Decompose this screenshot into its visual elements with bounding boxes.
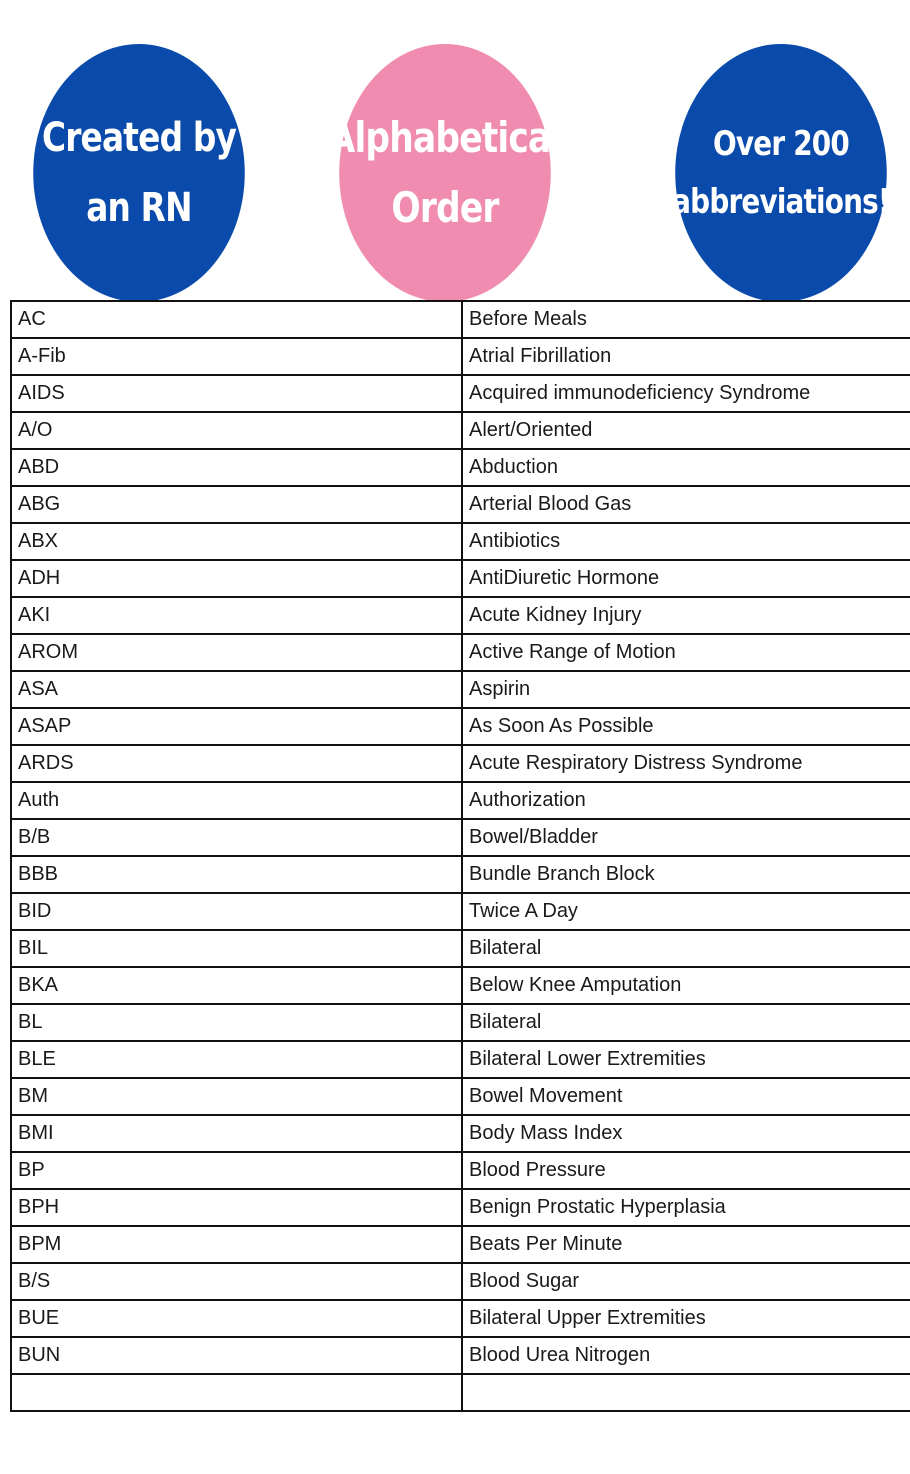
abbreviation-cell: AKI [11, 597, 462, 634]
abbreviation-cell: BMI [11, 1115, 462, 1152]
table-row [11, 745, 910, 782]
badge-line: Created by [41, 115, 237, 161]
abbreviation-cell: AC [11, 301, 462, 338]
meaning-cell: Atrial Fibrillation [462, 338, 910, 375]
badge-line: an RN [86, 185, 192, 231]
abbreviation-cell: BPM [11, 1226, 462, 1263]
meaning-cell: AntiDiuretic Hormone [462, 560, 910, 597]
abbreviation-cell: BP [11, 1152, 462, 1189]
meaning-cell: Bilateral [462, 930, 910, 967]
abbreviation-cell: BL [11, 1004, 462, 1041]
badge-line: Alphabetical [328, 113, 562, 162]
meaning-cell: Bilateral Lower Extremities [462, 1041, 910, 1078]
badge-created-by-rn [33, 44, 245, 302]
abbreviations-table [10, 300, 909, 1412]
abbreviation-cell: A-Fib [11, 338, 462, 375]
meaning-cell: Active Range of Motion [462, 634, 910, 671]
abbreviation-cell: BIL [11, 930, 462, 967]
table-row [11, 930, 910, 967]
meaning-cell: Twice A Day [462, 893, 910, 930]
table-row [11, 560, 910, 597]
meaning-cell: Antibiotics [462, 523, 910, 560]
table-row-partial [11, 1374, 910, 1411]
abbreviation-cell: ABX [11, 523, 462, 560]
table-row [11, 301, 910, 338]
meaning-cell: Below Knee Amputation [462, 967, 910, 1004]
table-row [11, 1263, 910, 1300]
meaning-cell: As Soon As Possible [462, 708, 910, 745]
table-row [11, 486, 910, 523]
meaning-cell: Blood Pressure [462, 1152, 910, 1189]
table-row [11, 967, 910, 1004]
table-row [11, 449, 910, 486]
table-row [11, 412, 910, 449]
meaning-cell: Aspirin [462, 671, 910, 708]
table-body [11, 301, 910, 1411]
abbreviation-cell: ABD [11, 449, 462, 486]
abbreviation-cell: ASA [11, 671, 462, 708]
abbreviation-cell: ARDS [11, 745, 462, 782]
badge-line: abbreviations! [672, 182, 890, 222]
meaning-cell: Bilateral [462, 1004, 910, 1041]
table-row [11, 597, 910, 634]
meaning-cell: Acquired immunodeficiency Syndrome [462, 375, 910, 412]
table-row [11, 671, 910, 708]
table-row [11, 523, 910, 560]
meaning-cell: Acute Kidney Injury [462, 597, 910, 634]
meaning-cell: Bowel/Bladder [462, 819, 910, 856]
meaning-cell: Blood Urea Nitrogen [462, 1337, 910, 1374]
meaning-cell: Abduction [462, 449, 910, 486]
table-row [11, 708, 910, 745]
meaning-cell: Benign Prostatic Hyperplasia [462, 1189, 910, 1226]
abbreviation-cell: BM [11, 1078, 462, 1115]
meaning-cell: Bilateral Upper Extremities [462, 1300, 910, 1337]
table-row [11, 338, 910, 375]
table-row [11, 1004, 910, 1041]
abbreviation-cell [11, 1374, 462, 1411]
meaning-cell: Alert/Oriented [462, 412, 910, 449]
abbreviation-cell: AIDS [11, 375, 462, 412]
meaning-cell: Body Mass Index [462, 1115, 910, 1152]
badge-alphabetical-order [328, 44, 562, 302]
table-row [11, 1189, 910, 1226]
meaning-cell: Bowel Movement [462, 1078, 910, 1115]
meaning-cell: Beats Per Minute [462, 1226, 910, 1263]
abbreviation-cell: AROM [11, 634, 462, 671]
abbreviation-cell: B/S [11, 1263, 462, 1300]
table-row [11, 634, 910, 671]
badge-line: Over 200 [713, 124, 849, 164]
abbreviation-cell: BUE [11, 1300, 462, 1337]
abbreviation-cell: BPH [11, 1189, 462, 1226]
table-row [11, 1337, 910, 1374]
abbreviation-cell: BID [11, 893, 462, 930]
table-row [11, 1226, 910, 1263]
meaning-cell [462, 1374, 910, 1411]
meaning-cell: Arterial Blood Gas [462, 486, 910, 523]
table-row [11, 893, 910, 930]
table-row [11, 782, 910, 819]
meaning-cell: Authorization [462, 782, 910, 819]
table-row [11, 1078, 910, 1115]
badge-over-200-abbreviations [672, 44, 890, 302]
abbreviation-cell: BUN [11, 1337, 462, 1374]
table-row [11, 1152, 910, 1189]
abbreviation-cell: ABG [11, 486, 462, 523]
table-row [11, 1041, 910, 1078]
abbreviation-cell: BKA [11, 967, 462, 1004]
meaning-cell: Bundle Branch Block [462, 856, 910, 893]
badge-line: Order [391, 183, 499, 232]
table-row [11, 856, 910, 893]
table-row [11, 375, 910, 412]
abbreviation-cell: A/O [11, 412, 462, 449]
table-row [11, 1300, 910, 1337]
meaning-cell: Before Meals [462, 301, 910, 338]
table-row [11, 819, 910, 856]
abbreviation-cell: ADH [11, 560, 462, 597]
abbreviation-cell: BBB [11, 856, 462, 893]
abbreviation-cell: B/B [11, 819, 462, 856]
abbreviation-cell: ASAP [11, 708, 462, 745]
table-row [11, 1115, 910, 1152]
meaning-cell: Acute Respiratory Distress Syndrome [462, 745, 910, 782]
meaning-cell: Blood Sugar [462, 1263, 910, 1300]
abbreviation-cell: BLE [11, 1041, 462, 1078]
abbreviation-cell: Auth [11, 782, 462, 819]
